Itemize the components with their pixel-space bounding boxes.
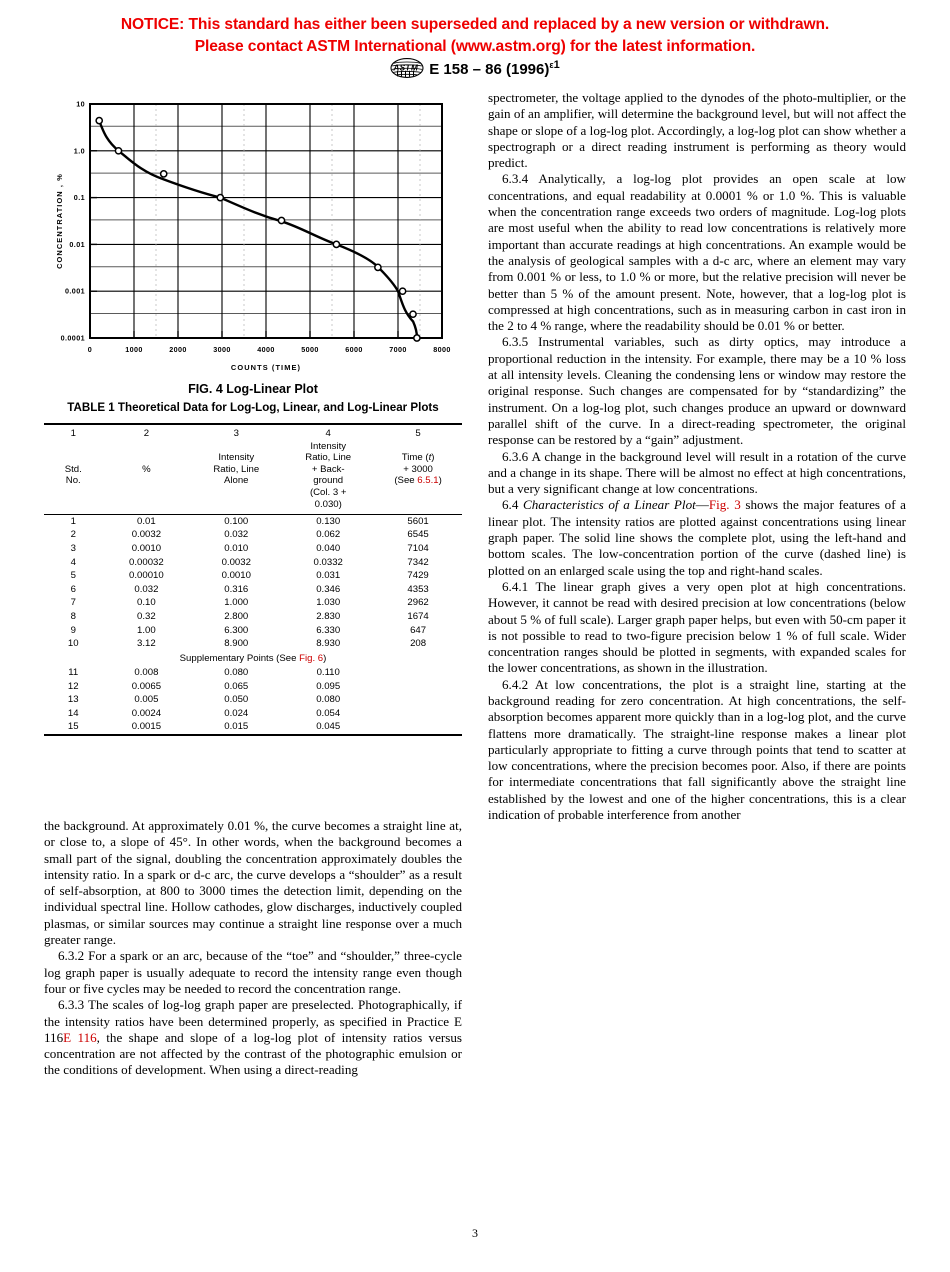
cell-std-no: 7 [70, 597, 76, 609]
supplementary-points-row [44, 651, 462, 666]
svg-text:M: M [411, 63, 419, 73]
para-633-part-b: , the shape and slope of a log-log plot of intensity ratios versus concentration are not affected by the contrast of the photographic emulsion or the conditions of development. When using a direct-reading [44, 1029, 462, 1078]
see-label-close: ) [438, 475, 442, 487]
table-row [44, 570, 462, 584]
cell-percent: 0.00032 [129, 556, 164, 568]
irb-line-3: + Back- [311, 463, 345, 475]
cell-std-no: 15 [67, 721, 79, 733]
col-number-5: 5 [415, 428, 421, 439]
table-column-headings [44, 441, 462, 515]
cell-time: 2962 [407, 597, 429, 609]
col-number-2: 2 [143, 428, 150, 439]
data-point [333, 241, 339, 247]
time-line-2: + 3000 [403, 463, 433, 475]
supp-label-a: Supplementary Points (See [179, 653, 300, 665]
time-label-b: ) [431, 452, 435, 464]
figure-reference-fig6[interactable]: Fig. 6 [299, 653, 324, 665]
ytick-label: 0.0001 [60, 333, 85, 343]
see-label: (See [394, 475, 418, 487]
xtick-label: 0 [87, 345, 93, 354]
figure-caption: FIG. 4 Log-Linear Plot [188, 382, 318, 396]
cell-percent: 1.00 [137, 624, 156, 636]
notice-line-2: Please contact ASTM International (www.astm.org) for the latest information. [194, 38, 756, 55]
cell-ratio-line: 0.015 [224, 721, 249, 733]
cell-std-no: 12 [67, 680, 79, 692]
data-point [400, 288, 406, 294]
table-row [44, 694, 462, 708]
cell-ratio-line: 0.065 [224, 680, 249, 692]
cell-percent: 0.0065 [131, 680, 162, 692]
cell-ratio-line-bg: 0.110 [316, 667, 340, 679]
cell-percent: 0.0015 [131, 721, 162, 733]
paragraph-635: 6.3.5 Instrumental variables, such as dirty optics, may introduce a proportional reduction in the intensity. For example, there may be a 10 % loss at all intensity levels. Cleaning the condensing lens or window may restore the original response. Such changes are compensated for by “standardizing” the instrument. On a log-log plot, such changes produce an upward or downward parallel shift of the curve. In a direct-reading spectrometer, the original response can be restored by a “gain” adjustment. [488, 334, 906, 448]
cell-time: 7342 [407, 556, 429, 568]
cell-ratio-line-bg: 0.0332 [313, 556, 343, 568]
para-64-title: Characteristics of a Linear Plot [523, 497, 696, 513]
cell-time: 647 [410, 624, 427, 636]
astm-logo-icon [390, 58, 424, 82]
cell-percent: 0.005 [134, 694, 159, 706]
cell-ratio-line: 0.0010 [221, 570, 251, 582]
cell-ratio-line-bg: 1.030 [316, 597, 341, 609]
percent-line-1: % [142, 463, 151, 475]
cell-time [374, 707, 462, 721]
cell-std-no: 9 [70, 624, 76, 636]
ytick-label: 0.01 [69, 239, 85, 249]
cell-ratio-line: 1.000 [224, 597, 249, 609]
irb-line-5: (Col. 3 + [309, 486, 347, 498]
table-header [44, 424, 462, 515]
left-column-text [44, 818, 462, 1079]
cell-percent: 0.32 [137, 610, 156, 622]
data-point [375, 264, 381, 270]
data-point [217, 195, 223, 201]
cell-ratio-line-bg: 0.130 [316, 515, 341, 527]
cell-ratio-line-bg: 2.830 [316, 610, 341, 622]
cell-time: 208 [410, 638, 427, 650]
col-heading-percent [103, 441, 191, 515]
table-row [44, 583, 462, 597]
cell-percent: 0.01 [137, 515, 156, 527]
left-column-figure [44, 90, 462, 400]
cell-std-no: 4 [70, 556, 76, 568]
x-axis-title: COUNTS (TIME) [230, 363, 302, 372]
table-row [44, 556, 462, 570]
cell-std-no: 6 [70, 583, 76, 595]
cell-ratio-line: 6.300 [224, 624, 249, 636]
cell-std-no: 8 [70, 610, 76, 622]
ytick-label: 10 [76, 99, 85, 109]
time-line-3 [376, 475, 460, 487]
cell-std-no: 11 [68, 667, 79, 679]
cell-ratio-line-bg: 0.062 [316, 529, 341, 541]
standard-reference-e116[interactable]: E 116 [63, 1029, 97, 1045]
time-label-a: Time ( [401, 452, 429, 464]
cell-percent: 0.0024 [131, 707, 162, 719]
page-number: 3 [472, 1226, 478, 1240]
cell-ratio-line: 0.010 [224, 542, 249, 554]
para-64-number: 6.4 [502, 497, 523, 513]
table-row [44, 624, 462, 638]
figure-4 [44, 90, 462, 400]
cell-percent: 0.032 [134, 583, 159, 595]
table-row [44, 610, 462, 624]
cell-time: 4353 [407, 583, 429, 595]
paragraph-632: 6.3.2 For a spark or an arc, because of the “toe” and “shoulder,” three-cycle log graph paper is usually adequate to record the intensity range even though four or five cycles may be needed to record the concentration range. [44, 948, 462, 996]
col-heading-time [374, 441, 462, 515]
cell-percent: 0.0032 [131, 529, 162, 541]
data-point [161, 171, 167, 177]
cell-ratio-line: 2.800 [224, 610, 249, 622]
table-column-numbers [44, 425, 462, 441]
section-reference-651[interactable]: 6.5.1 [417, 475, 439, 487]
cell-time: 5601 [407, 515, 429, 527]
right-column-text [488, 90, 906, 823]
xtick-label: 3000 [213, 345, 231, 354]
running-head [0, 58, 950, 82]
para-64-rest: shows the major features of a linear plot. The intensity ratios are plotted against concentrations using linear graph paper. The solid line shows the complete plot, using the left-hand and bottom scales. The low-concentration portion of the curve (dashed line) is plotted on an enlarged scale using the top and right-hand scales. [488, 497, 906, 578]
notice-line-1: NOTICE: This standard has either been superseded and replaced by a new version or withdrawn. [120, 16, 830, 33]
xtick-label: 5000 [301, 345, 319, 354]
y-axis-title: CONCENTRATION , % [55, 173, 64, 269]
cell-std-no: 1 [70, 515, 76, 527]
table-row [44, 542, 462, 556]
paragraph-continued-right: spectrometer, the voltage applied to the dynodes of the photo-multiplier, or the gain of an amplifier, will determine the background level, but will not affect the shape or slope of a log-log plot. Accordingly, a log-log plot can show whether a spectrograph or a direct reading instrument is performing as theory would predict. [488, 90, 906, 171]
paragraph-634: 6.3.4 Analytically, a log-log plot provides an open scale at low concentrations, and equal readability at 0.0001 % or 1.0 %. This is valuable when the concentration range exceeds two orders of magnitude. Log-log plots are most useful when the ability to read low concentrations is relatively more important than accurate readings at high concentrations. An example would be the analysis of geological samples with a d-c arc, where an element may vary from 0.001 % or less, to 1.0 % or more, but the relative precision will never be better than 5 % of the amount present. Note, however, that a log-log plot is compressed at high concentrations, such as in measuring carbon in cast iron in the 2 to 4 % range, where the readability should be 0.01 % or better. [488, 171, 906, 334]
data-point [115, 148, 121, 154]
table-row [44, 721, 462, 736]
log-linear-chart [44, 90, 462, 380]
table-row [44, 667, 462, 681]
supplementary-points-label [44, 651, 462, 666]
cell-ratio-line: 0.316 [224, 583, 249, 595]
cell-ratio-line-bg: 0.045 [316, 721, 341, 733]
cell-percent: 3.12 [137, 638, 156, 650]
cell-std-no: 3 [70, 542, 76, 554]
notice-banner [0, 14, 950, 58]
cell-ratio-line-bg: 0.031 [316, 570, 341, 582]
table-row [44, 597, 462, 611]
ytick-label: 1.0 [73, 146, 85, 156]
figure-reference-fig3[interactable]: Fig. 3 [708, 497, 741, 513]
cell-ratio-line: 0.024 [224, 707, 249, 719]
epsilon-superscript: 1 [553, 59, 560, 71]
col-number-1: 1 [70, 428, 76, 439]
col-heading-intensity-ratio-line-plus-background [282, 441, 374, 515]
cell-percent: 0.0010 [131, 542, 162, 554]
paragraph-64 [488, 497, 906, 578]
svg-text:T: T [405, 63, 411, 73]
paragraph-642: 6.4.2 At low concentrations, the plot is a straight line, starting at the background reading for zero concentration. At high concentrations, the self-absorption becomes apparent more quickly than in a log-log plot, and the curve flattens more dramatically. The straight-line response makes a linear plot particularly appropriate to fitting a curve through points that tend to scatter at low concentrations, where the precision becomes poor. Also, if there are points for intermediate concentrations that fall significantly above the straight line established by the lowest and one of the higher concentrations, this is a clear indication of probable interference from another [488, 676, 906, 823]
cell-ratio-line: 0.100 [224, 515, 249, 527]
xtick-label: 4000 [257, 345, 275, 354]
cell-std-no: 10 [67, 638, 79, 650]
xtick-label: 7000 [389, 345, 407, 354]
cell-time [374, 721, 462, 736]
ir-line-1: Intensity [218, 452, 255, 464]
cell-ratio-line: 0.0032 [221, 556, 251, 568]
xtick-label: 1000 [125, 345, 143, 354]
cell-time [374, 667, 462, 681]
cell-std-no: 13 [67, 694, 79, 706]
col-number-4: 4 [325, 428, 331, 439]
cell-ratio-line: 0.032 [224, 529, 249, 541]
paragraph-641: 6.4.1 The linear graph gives a very open plot at high concentrations. However, it cannot be read with desired precision at low concentrations (below about 5 % of full scale). Larger graph paper helps, but even with 50-cm paper it is not possible to read to two-figure precision below 1 % of full scale. Wider concentration ranges should be plotted in segments, with expanded scales for the lower concentrations, as shown in the illustration. [488, 578, 906, 676]
concentration-curve [99, 121, 417, 338]
col-heading-std-no [44, 441, 103, 515]
xtick-label: 8000 [433, 345, 451, 354]
cell-std-no: 14 [67, 707, 79, 719]
xtick-label: 6000 [345, 345, 363, 354]
table-row [44, 515, 462, 529]
ir-line-3: Alone [223, 475, 249, 487]
table-row [44, 638, 462, 652]
cell-ratio-line-bg: 0.054 [316, 707, 341, 719]
irb-line-4: ground [313, 475, 344, 487]
ytick-label: 0.001 [65, 286, 85, 296]
epsilon-char: ε [549, 60, 554, 70]
data-point [96, 118, 102, 124]
cell-ratio-line: 0.050 [224, 694, 249, 706]
irb-line-1: Intensity [310, 440, 347, 452]
data-point [414, 335, 420, 341]
xtick-label: 2000 [169, 345, 187, 354]
data-point [278, 217, 284, 223]
para-633-part-a: 6.3.3 The scales of log-log graph paper are preselected. Photographically, if the intensity ratios have been determined properly, as specified in Practice E 116 [44, 997, 462, 1045]
cell-time: 7429 [407, 570, 429, 582]
cell-ratio-line-bg: 8.930 [316, 638, 341, 650]
paragraph-636: 6.3.6 A change in the background level will result in a rotation of the curve and a change in its shape. There will be almost no effect at high concentrations, but a very significant change at low concentrations. [488, 448, 906, 497]
cell-percent: 0.10 [137, 597, 156, 609]
para-64-dash: — [695, 497, 709, 513]
paragraph-continued: the background. At approximately 0.01 %, the curve becomes a straight line at, or close to, a slope of 45°. In other words, when the background becomes a small part of the signal, doubling the concentration approximately doubles the intensity ratio. In a spark or d-c arc, the curve develops a “shoulder” as a result of self-absorption, at 800 to 3000 times the detection limit, depending on the individual spectral line. Hollow cathodes, glow discharges, inductively coupled plasmas, or similar sources may continue a straight line response over a much greater range. [44, 818, 462, 948]
data-point [410, 311, 416, 317]
epsilon-mark [549, 60, 559, 70]
cell-ratio-line-bg: 0.080 [316, 694, 341, 706]
table-title: TABLE 1 Theoretical Data for Log-Log, Linear, and Log-Linear Plots [67, 401, 439, 414]
table-row [44, 529, 462, 543]
cell-ratio-line: 8.900 [224, 638, 249, 650]
std-no-line-1: Std. [64, 463, 82, 475]
time-symbol-t: t [428, 452, 432, 464]
svg-text:S: S [399, 63, 406, 73]
cell-ratio-line-bg: 6.330 [316, 624, 341, 636]
ytick-label: 0.1 [73, 193, 85, 203]
svg-text:A: A [393, 63, 400, 73]
table-1-block [44, 400, 462, 738]
irb-line-6: 0.030) [314, 498, 342, 510]
cell-ratio-line-bg: 0.095 [316, 680, 341, 692]
cell-std-no: 5 [70, 570, 76, 582]
table-row [44, 707, 462, 721]
std-no-line-2: No. [65, 475, 81, 487]
table-1 [44, 423, 462, 738]
table-row [44, 680, 462, 694]
paragraph-633 [44, 997, 462, 1078]
cell-time [374, 680, 462, 694]
ir-line-2: Ratio, Line [213, 463, 260, 475]
cell-ratio-line-bg: 0.346 [316, 583, 341, 595]
cell-time: 6545 [407, 529, 429, 541]
cell-ratio-line: 0.080 [224, 667, 249, 679]
time-line-1 [376, 452, 460, 464]
table-body [44, 515, 462, 738]
supp-label-b: ) [323, 653, 327, 665]
cell-std-no: 2 [70, 529, 76, 541]
cell-time [374, 694, 462, 708]
standard-designation: E 158 – 86 (1996) [429, 61, 550, 78]
cell-percent: 0.00010 [129, 570, 164, 582]
col-number-3: 3 [233, 428, 239, 439]
col-heading-intensity-ratio-line-alone [190, 441, 282, 515]
cell-percent: 0.008 [134, 667, 159, 679]
irb-line-2: Ratio, Line [305, 452, 352, 464]
cell-ratio-line-bg: 0.040 [316, 542, 341, 554]
cell-time: 7104 [407, 542, 429, 554]
cell-time: 1674 [407, 610, 429, 622]
